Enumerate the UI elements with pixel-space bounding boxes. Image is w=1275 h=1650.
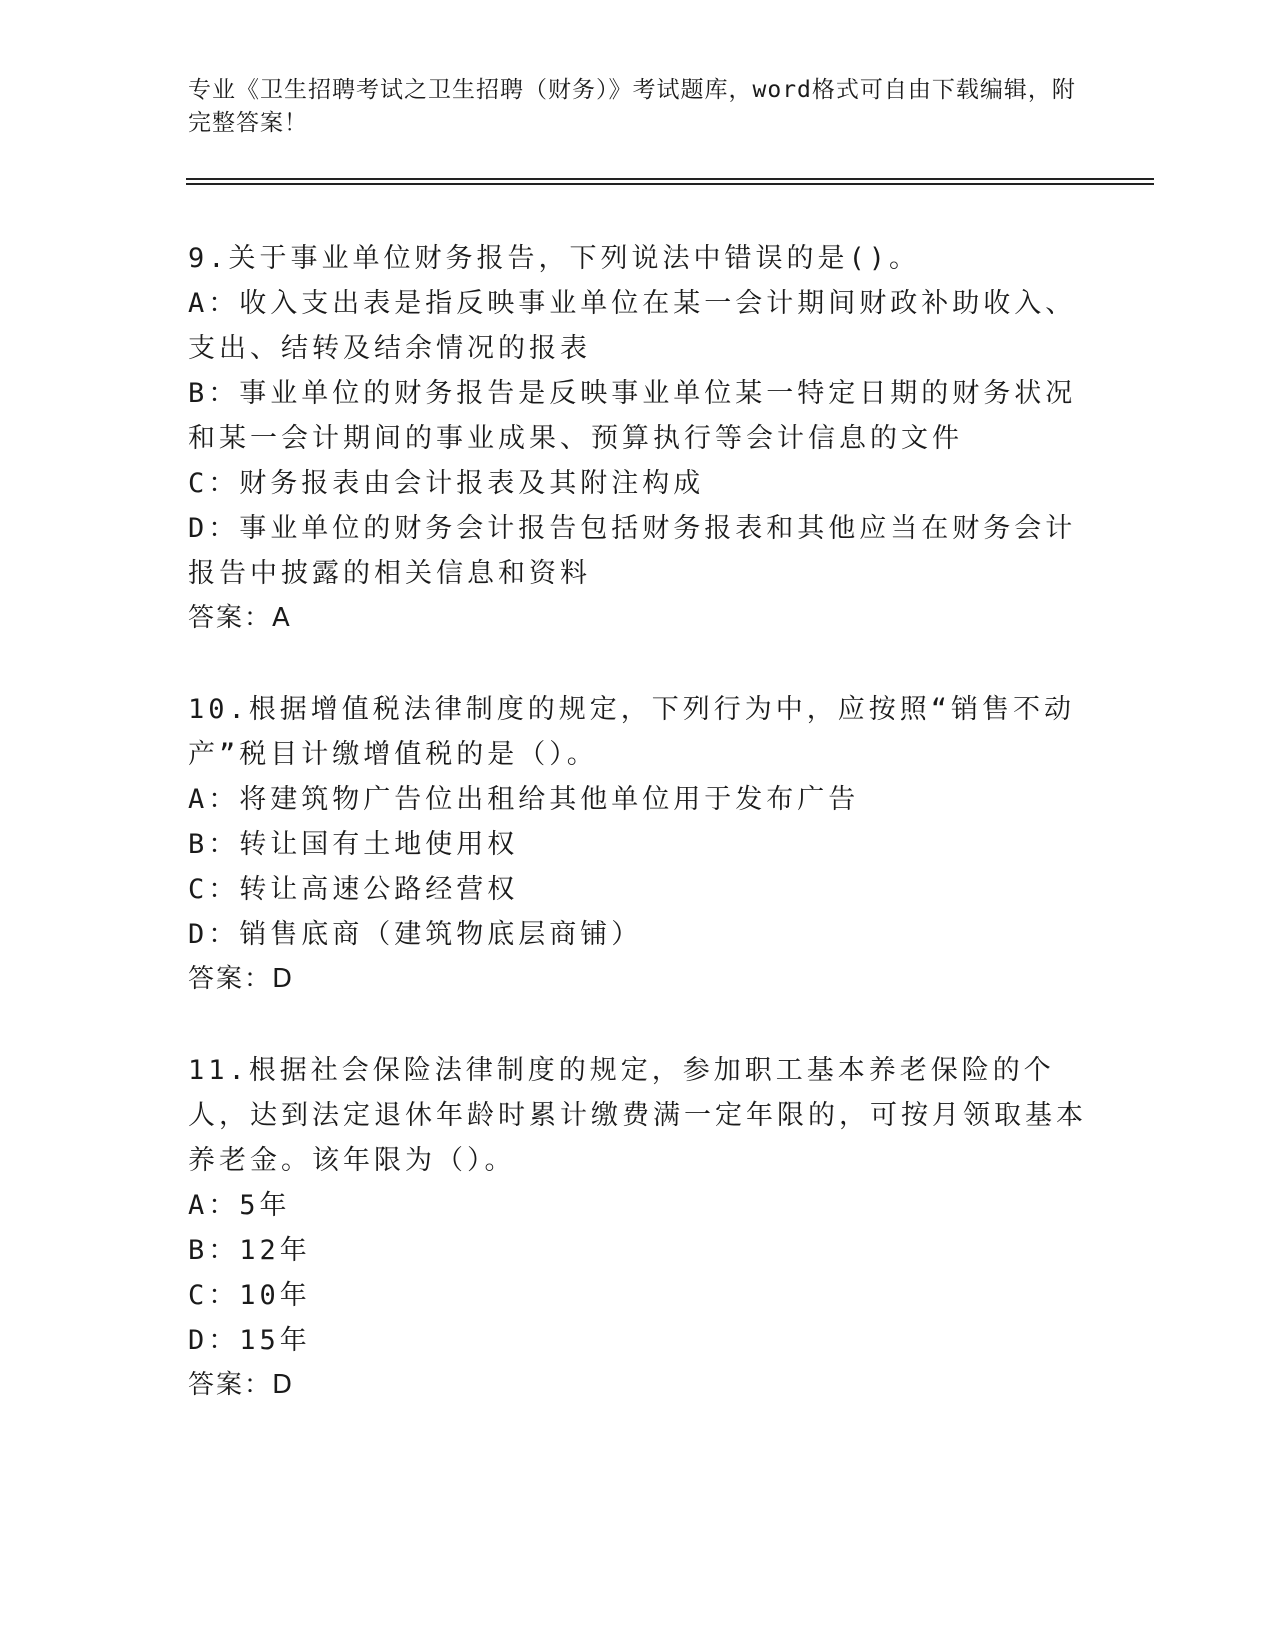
question-list: [188, 236, 1088, 1454]
option-b: B：12年: [188, 1235, 311, 1266]
answer-line: 答案：D: [188, 964, 295, 994]
header-divider-bottom: [186, 183, 1154, 185]
option-d: D：事业单位的财务会计报告包括财务报表和其他应当在财务会计报告中披露的相关信息和资料: [188, 513, 1077, 589]
question-stem: 10.根据增值税法律制度的规定，下列行为中，应按照“销售不动产”税目计缴增值税的是（）。: [188, 694, 1076, 770]
header-divider-top: [186, 178, 1154, 180]
option-a: A：收入支出表是指反映事业单位在某一会计期间财政补助收入、支出、结转及结余情况的报表: [188, 288, 1077, 364]
option-d: D：15年: [188, 1325, 311, 1356]
question-9: [188, 236, 1088, 641]
option-b: B：转让国有土地使用权: [188, 829, 519, 860]
option-c: C：10年: [188, 1280, 311, 1311]
question-10: [188, 687, 1088, 1002]
option-c: C：转让高速公路经营权: [188, 874, 519, 905]
question-11: [188, 1048, 1088, 1408]
option-a: A：5年: [188, 1190, 291, 1221]
option-d: D：销售底商（建筑物底层商铺）: [188, 919, 643, 950]
option-a: A：将建筑物广告位出租给其他单位用于发布广告: [188, 784, 860, 815]
answer-line: 答案：D: [188, 1370, 295, 1400]
document-header: 专业《卫生招聘考试之卫生招聘（财务）》考试题库，word格式可自由下载编辑，附完整答案！: [188, 77, 1076, 136]
option-b: B：事业单位的财务报告是反映事业单位某一特定日期的财务状况和某一会计期间的事业成果、预算执行等会计信息的文件: [188, 378, 1077, 454]
option-c: C：财务报表由会计报表及其附注构成: [188, 468, 705, 499]
question-stem: 9.关于事业单位财务报告，下列说法中错误的是()。: [188, 243, 921, 274]
question-stem: 11.根据社会保险法律制度的规定，参加职工基本养老保险的个人，达到法定退休年龄时累计缴费满一定年限的，可按月领取基本养老金。该年限为（）。: [188, 1055, 1087, 1176]
answer-line: 答案：A: [188, 603, 292, 633]
